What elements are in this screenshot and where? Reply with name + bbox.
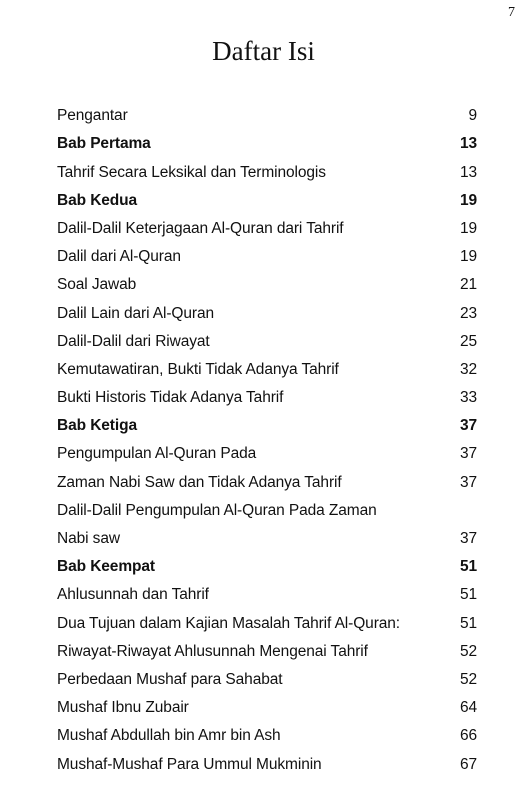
toc-entry — [57, 435, 477, 463]
toc-entry-page: 19 — [459, 191, 477, 209]
toc-entry — [57, 463, 477, 491]
toc-entry — [57, 351, 477, 379]
toc-entry — [57, 576, 477, 604]
toc-entry-title: Bukti Historis Tidak Adanya Tahrif — [57, 389, 284, 407]
toc-entry — [57, 633, 477, 661]
toc-entry-title: Pengumpulan Al-Quran Pada — [57, 445, 257, 463]
toc-entry — [57, 323, 477, 351]
toc-entry — [57, 717, 477, 745]
toc-entry-page: 66 — [459, 727, 477, 745]
toc-entry-title: Bab Kedua — [57, 191, 138, 209]
toc-entry-title: Ahlusunnah dan Tahrif — [57, 586, 209, 604]
toc-entry-title: Mushaf Abdullah bin Amr bin Ash — [57, 727, 281, 745]
toc-entry-page: 23 — [459, 304, 477, 322]
toc-entry-page: 37 — [459, 445, 477, 463]
toc-chapter-heading — [57, 125, 477, 153]
toc-entry-title: Tahrif Secara Leksikal dan Terminologis — [57, 163, 326, 181]
toc-entry — [57, 238, 477, 266]
table-of-contents — [57, 97, 477, 774]
toc-entry-page: 9 — [468, 107, 477, 125]
toc-entry-page: 51 — [459, 614, 477, 632]
toc-entry-title: Bab Ketiga — [57, 417, 137, 435]
toc-entry-title: Bab Keempat — [57, 558, 155, 576]
toc-chapter-heading — [57, 407, 477, 435]
toc-entry — [57, 153, 477, 181]
toc-entry-page: 37 — [459, 530, 477, 547]
toc-entry-title: Dalil-Dalil Pengumpulan Al-Quran Pada Zaman — [57, 501, 377, 519]
toc-entry — [57, 604, 477, 632]
toc-entry-title: Riwayat-Riwayat Ahlusunnah Mengenai Tahrif — [57, 642, 368, 660]
toc-entry — [57, 379, 477, 407]
toc-entry-page: 52 — [459, 670, 477, 688]
toc-entry-title: Dalil-Dalil Keterjagaan Al-Quran dari Tahrif — [57, 219, 344, 237]
toc-entry-page: 19 — [459, 219, 477, 237]
toc-entry-title: Mushaf Ibnu Zubair — [57, 699, 189, 717]
toc-entry-page: 13 — [459, 135, 477, 153]
toc-entry-page: 13 — [459, 163, 477, 181]
toc-entry-title: Zaman Nabi Saw dan Tidak Adanya Tahrif — [57, 473, 342, 491]
toc-entry-title: Perbedaan Mushaf para Sahabat — [57, 670, 283, 688]
toc-entry-title: Soal Jawab — [57, 276, 137, 294]
toc-entry-title: Dalil Lain dari Al-Quran — [57, 304, 214, 322]
toc-entry-title: Bab Pertama — [57, 135, 151, 153]
page-title: Daftar Isi — [212, 36, 315, 66]
page-number: 7 — [508, 5, 515, 20]
toc-entry — [57, 520, 477, 548]
toc-entry-title: Dua Tujuan dalam Kajian Masalah Tahrif Al-Quran: — [57, 614, 400, 632]
toc-entry-page: 52 — [459, 642, 477, 660]
toc-entry — [57, 492, 477, 520]
toc-entry — [57, 745, 477, 773]
toc-entry-page: 67 — [459, 755, 477, 773]
toc-entry-page: 51 — [459, 558, 477, 576]
toc-entry-title: Mushaf-Mushaf Para Ummul Mukminin — [57, 755, 322, 773]
toc-entry — [57, 210, 477, 238]
toc-entry-page: 37 — [459, 417, 477, 435]
toc-entry-title: Dalil dari Al-Quran — [57, 248, 181, 266]
toc-entry-page: 64 — [459, 699, 477, 717]
toc-entry-page: 33 — [459, 389, 477, 407]
toc-entry — [57, 661, 477, 689]
toc-entry-title: Pengantar — [57, 107, 128, 125]
toc-entry-title: Dalil-Dalil dari Riwayat — [57, 332, 210, 350]
toc-entry — [57, 689, 477, 717]
toc-entry-page: 51 — [459, 586, 477, 604]
toc-entry-page: 19 — [459, 248, 477, 266]
toc-entry — [57, 97, 477, 125]
toc-entry — [57, 266, 477, 294]
toc-entry — [57, 294, 477, 322]
toc-entry-page: 32 — [459, 360, 477, 378]
toc-entry-title: Nabi saw — [57, 530, 120, 547]
toc-entry-title: Kemutawatiran, Bukti Tidak Adanya Tahrif — [57, 360, 339, 378]
toc-entry-page: 25 — [459, 332, 477, 350]
toc-entry-page: 21 — [459, 276, 477, 294]
toc-chapter-heading — [57, 548, 477, 576]
toc-entry-page: 37 — [459, 473, 477, 491]
toc-chapter-heading — [57, 182, 477, 210]
